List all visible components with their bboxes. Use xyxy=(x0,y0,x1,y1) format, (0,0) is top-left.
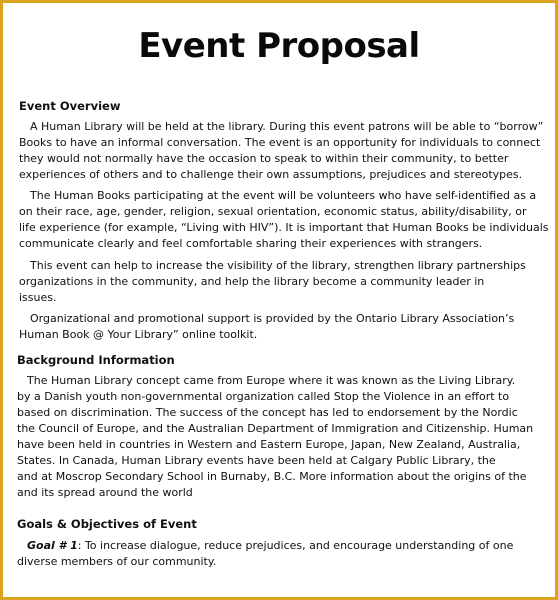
paragraph-line: the Council of Europe, and the Australian Department of Immigration and Citizenship. Human xyxy=(17,422,534,435)
paragraph-line: life experience (for example, “Living with HIV”). It is important that Human Books be individuals xyxy=(19,221,549,234)
paragraph-line: communicate clearly and feel comfortable sharing their experiences with strangers. xyxy=(19,237,483,250)
paragraph-line: they would not normally have the occasion to speak to within their community, to better xyxy=(19,152,509,165)
paragraph-line: Books to have an informal conversation. The event is an opportunity for individuals to connect xyxy=(19,136,541,149)
paragraph-line: diverse members of our community. xyxy=(17,555,217,568)
section-heading-background: Background Information xyxy=(17,353,175,367)
paragraph-line: issues. xyxy=(19,291,57,304)
paragraph-line: A Human Library will be held at the library. During this event patrons will be able to “borrow” xyxy=(30,120,544,133)
paragraph-line: based on discrimination. The success of the concept has led to endorsement by the Nordic xyxy=(17,406,518,419)
paragraph-line: States. In Canada, Human Library events have been held at Calgary Public Library, the xyxy=(17,454,496,467)
goal-1-text xyxy=(27,538,513,554)
section-heading-goals: Goals & Objectives of Event xyxy=(17,517,197,531)
paragraph-line: and at Moscrop Secondary School in Burnaby, B.C. More information about the origins of the xyxy=(17,470,527,483)
page-title: Event Proposal xyxy=(138,26,420,66)
paragraph-line: experiences of others and to challenge their own assumptions, prejudices and stereotypes. xyxy=(19,168,523,181)
paragraph-line: and its spread around the world xyxy=(17,486,193,499)
paragraph-line: have been held in countries in Western and Eastern Europe, Japan, New Zealand, Australia, xyxy=(17,438,521,451)
paragraph-line: The Human Library concept came from Europe where it was known as the Living Library. xyxy=(27,374,516,387)
paragraph-line: The Human Books participating at the event will be volunteers who have self-identified as a xyxy=(30,189,537,202)
goal-1-label: Goal # 1 xyxy=(27,539,78,552)
paragraph-line: on their race, age, gender, religion, sexual orientation, economic status, ability/disability, or xyxy=(19,205,527,218)
paragraph-line: Organizational and promotional support is provided by the Ontario Library Association’s xyxy=(30,312,515,325)
paragraph-line: Human Book @ Your Library” online toolkit. xyxy=(19,328,258,341)
paragraph-line: organizations in the community, and help the library become a community leader in xyxy=(19,275,485,288)
goal-1-line1: : To increase dialogue, reduce prejudices, and encourage understanding of one xyxy=(77,539,514,552)
section-heading-overview: Event Overview xyxy=(19,99,121,113)
paragraph-line: by a Danish youth non-governmental organization called Stop the Violence in an effort to xyxy=(17,390,510,403)
paragraph-line: This event can help to increase the visibility of the library, strengthen library partnerships xyxy=(30,259,526,272)
